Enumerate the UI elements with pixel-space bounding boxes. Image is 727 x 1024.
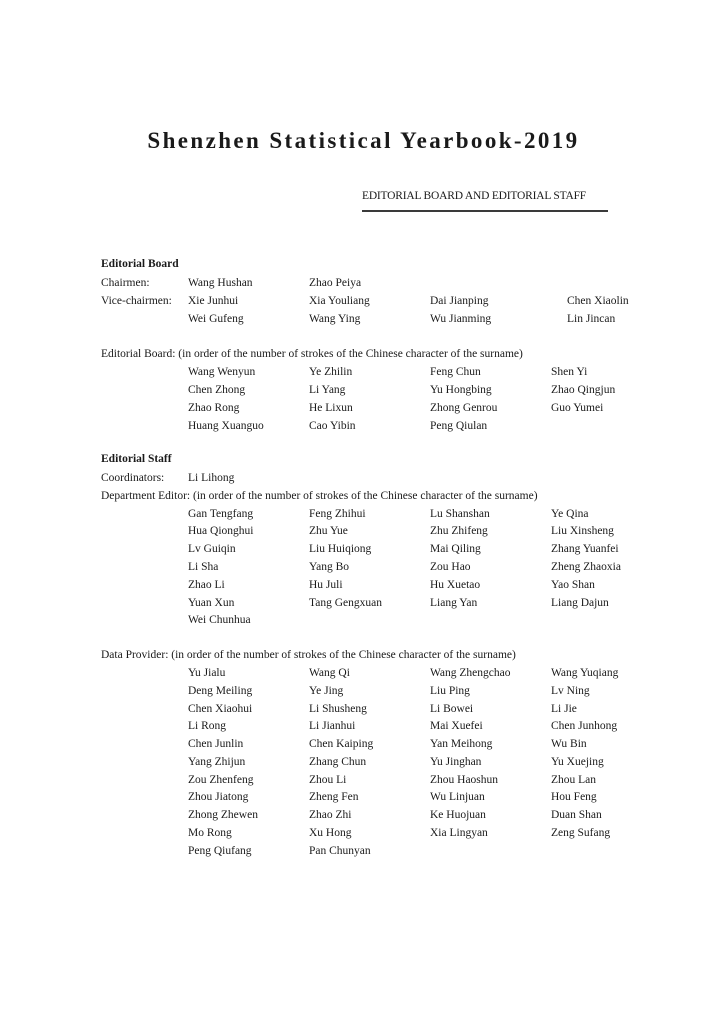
vice-chairman-name: Lin Jincan [567, 313, 616, 325]
data-provider-name: Li Jie [551, 703, 577, 715]
data-provider-label-text: Data Provider: [101, 649, 169, 661]
chairmen-label: Chairmen: [101, 277, 150, 289]
department-editor-name: Ye Qina [551, 508, 589, 520]
board-member-name: Zhong Genrou [430, 402, 498, 414]
board-member-name: Wang Wenyun [188, 366, 256, 378]
department-editor-name: Zhao Li [188, 579, 225, 591]
department-editor-name: Zhu Yue [309, 525, 348, 537]
data-provider-name: Ye Jing [309, 685, 344, 697]
data-provider-name: Wang Yuqiang [551, 667, 619, 679]
department-editor-name: Li Sha [188, 561, 219, 573]
vice-chairman-name: Wei Gufeng [188, 313, 244, 325]
data-provider-name: Zou Zhenfeng [188, 774, 254, 786]
data-provider-name: Chen Kaiping [309, 738, 374, 750]
chairman-name: Wang Hushan [188, 277, 253, 289]
board-member-name: Feng Chun [430, 366, 481, 378]
department-editor-name: Zhu Zhifeng [430, 525, 488, 537]
board-member-name: Guo Yumei [551, 402, 604, 414]
department-editor-label [101, 490, 538, 502]
department-editor-name: Yuan Xun [188, 597, 235, 609]
data-provider-name: Lv Ning [551, 685, 590, 697]
department-editor-name: Tang Gengxuan [309, 597, 382, 609]
department-editor-name: Zhang Yuanfei [551, 543, 619, 555]
board-member-name: Cao Yibin [309, 420, 356, 432]
data-provider-note: (in order of the number of strokes of the Chinese character of the surname) [171, 649, 516, 661]
data-provider-name: Zhou Haoshun [430, 774, 499, 786]
department-editor-name: Wei Chunhua [188, 614, 251, 626]
department-editor-name: Gan Tengfang [188, 508, 254, 520]
data-provider-name: Mai Xuefei [430, 720, 483, 732]
board-members-note: (in order of the number of strokes of the Chinese character of the surname) [178, 348, 523, 360]
department-editor-name: Liang Dajun [551, 597, 609, 609]
section-subtitle: EDITORIAL BOARD AND EDITORIAL STAFF [362, 190, 586, 202]
board-member-name: Shen Yi [551, 366, 588, 378]
department-editor-name: Yang Bo [309, 561, 350, 573]
data-provider-name: Xia Lingyan [430, 827, 488, 839]
data-provider-name: Wu Linjuan [430, 791, 485, 803]
board-member-name: Peng Qiulan [430, 420, 488, 432]
board-member-name: He Lixun [309, 402, 353, 414]
vice-chairman-name: Wu Jianming [430, 313, 492, 325]
vice-chairman-name: Xia Youliang [309, 295, 370, 307]
board-members-label [101, 348, 523, 360]
data-provider-name: Zhou Jiatong [188, 791, 249, 803]
data-provider-name: Yang Zhijun [188, 756, 246, 768]
data-provider-name: Mo Rong [188, 827, 232, 839]
data-provider-name: Li Jianhui [309, 720, 356, 732]
subtitle-underline [362, 210, 608, 212]
data-provider-name: Wang Qi [309, 667, 350, 679]
coordinator-name: Li Lihong [188, 472, 235, 484]
data-provider-name: Li Shusheng [309, 703, 367, 715]
board-member-name: Zhao Qingjun [551, 384, 616, 396]
data-provider-name: Chen Junhong [551, 720, 618, 732]
data-provider-name: Liu Ping [430, 685, 470, 697]
data-provider-name: Zeng Sufang [551, 827, 611, 839]
vice-chairman-name: Wang Ying [309, 313, 361, 325]
department-editor-name: Liang Yan [430, 597, 478, 609]
data-provider-name: Chen Junlin [188, 738, 244, 750]
department-editor-name: Lv Guiqin [188, 543, 236, 555]
board-member-name: Yu Hongbing [430, 384, 492, 396]
editorial-staff-heading: Editorial Staff [101, 453, 172, 465]
data-provider-name: Chen Xiaohui [188, 703, 253, 715]
data-provider-name: Zhou Lan [551, 774, 597, 786]
board-member-name: Chen Zhong [188, 384, 246, 396]
data-provider-name: Wang Zhengchao [430, 667, 511, 679]
data-provider-name: Yu Jialu [188, 667, 226, 679]
data-provider-name: Pan Chunyan [309, 845, 371, 857]
data-provider-label [101, 649, 516, 661]
department-editor-name: Liu Xinsheng [551, 525, 614, 537]
department-editor-name: Hu Juli [309, 579, 343, 591]
department-editor-name: Feng Zhihui [309, 508, 366, 520]
department-editor-name: Hu Xuetao [430, 579, 481, 591]
data-provider-name: Yu Xuejing [551, 756, 604, 768]
vice-chairman-name: Dai Jianping [430, 295, 489, 307]
vice-chairmen-label: Vice-chairmen: [101, 295, 172, 307]
data-provider-name: Zheng Fen [309, 791, 359, 803]
data-provider-name: Deng Meiling [188, 685, 253, 697]
data-provider-name: Zhang Chun [309, 756, 367, 768]
board-member-name: Li Yang [309, 384, 346, 396]
vice-chairman-name: Chen Xiaolin [567, 295, 629, 307]
data-provider-name: Yu Jinghan [430, 756, 482, 768]
data-provider-name: Ke Huojuan [430, 809, 486, 821]
board-member-name: Huang Xuanguo [188, 420, 264, 432]
department-editor-note: (in order of the number of strokes of the Chinese character of the surname) [192, 490, 538, 502]
board-members-label-text: Editorial Board: [101, 348, 176, 360]
data-provider-name: Zhong Zhewen [188, 809, 258, 821]
data-provider-name: Li Rong [188, 720, 227, 732]
data-provider-name: Zhao Zhi [309, 809, 352, 821]
department-editor-name: Yao Shan [551, 579, 595, 591]
department-editor-name: Zou Hao [430, 561, 471, 573]
chairman-name: Zhao Peiya [309, 277, 362, 289]
data-provider-name: Zhou Li [309, 774, 347, 786]
data-provider-name: Wu Bin [551, 738, 587, 750]
vice-chairman-name: Xie Junhui [188, 295, 239, 307]
editorial-board-heading: Editorial Board [101, 258, 179, 270]
department-editor-name: Liu Huiqiong [309, 543, 372, 555]
board-member-name: Zhao Rong [188, 402, 240, 414]
data-provider-name: Xu Hong [309, 827, 352, 839]
data-provider-name: Li Bowei [430, 703, 474, 715]
department-editor-label-text: Department Editor: [101, 490, 191, 502]
department-editor-name: Hua Qionghui [188, 525, 254, 537]
data-provider-name: Peng Qiufang [188, 845, 252, 857]
department-editor-name: Zheng Zhaoxia [551, 561, 621, 573]
department-editor-name: Lu Shanshan [430, 508, 490, 520]
coordinators-label: Coordinators: [101, 472, 165, 484]
data-provider-name: Duan Shan [551, 809, 602, 821]
page-title: Shenzhen Statistical Yearbook-2019 [147, 128, 580, 153]
data-provider-name: Yan Meihong [430, 738, 493, 750]
board-member-name: Ye Zhilin [309, 366, 353, 378]
department-editor-name: Mai Qiling [430, 543, 481, 555]
data-provider-name: Hou Feng [551, 791, 597, 803]
